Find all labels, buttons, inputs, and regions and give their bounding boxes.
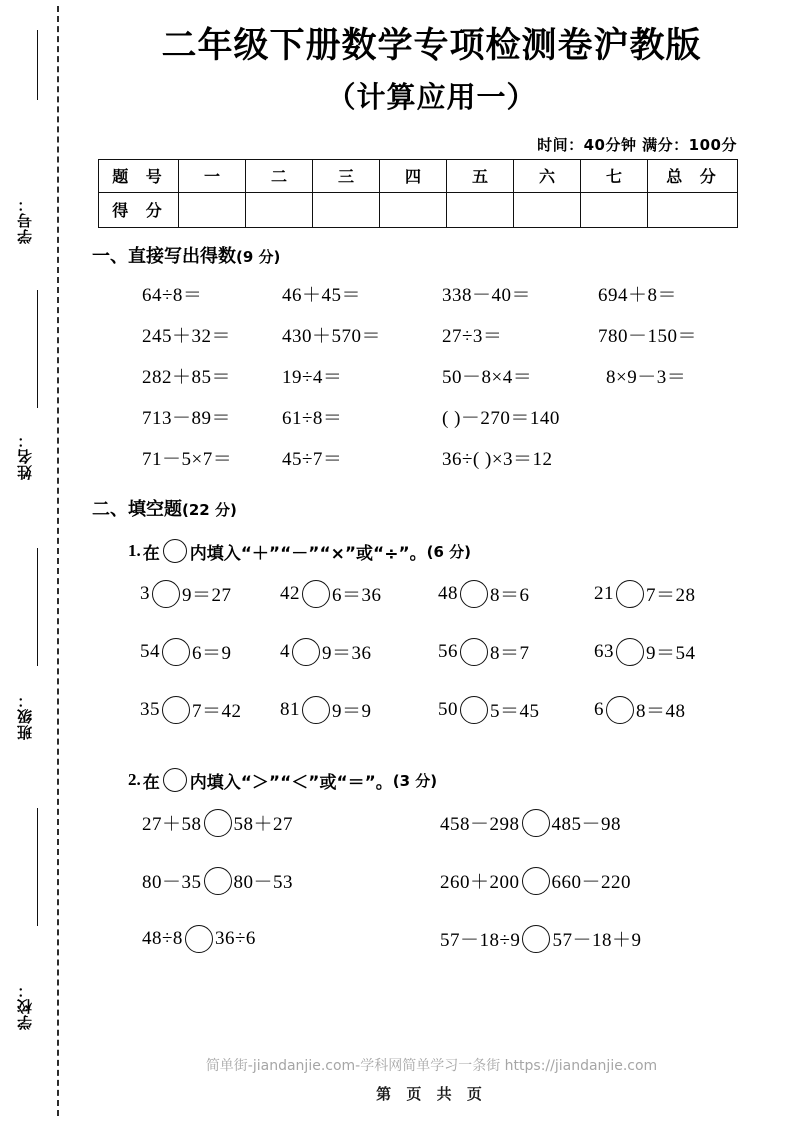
side-rule-4 — [37, 808, 38, 926]
calc-problem-fill-blank[interactable]: 36÷( )×3＝12 — [442, 448, 553, 470]
compare-equation[interactable] — [142, 867, 293, 895]
exam-meta-info: 时间：40分钟 满分：100分 — [537, 135, 737, 154]
eq-right: 80－53 — [233, 872, 294, 894]
section-2-q2-grid — [70, 809, 793, 983]
section-2-q1-grid — [70, 580, 793, 754]
eq-left: 21 — [594, 582, 614, 604]
calc-problem[interactable]: 694＋8＝ — [598, 284, 678, 306]
circle-eq-row-2 — [70, 638, 793, 696]
table-row-question-numbers — [99, 159, 738, 192]
eq-right: 58＋27 — [233, 814, 294, 836]
section-1-title: 一、直接写出得数 — [92, 245, 236, 267]
compare-equation[interactable] — [142, 925, 256, 953]
worksheet-body — [70, 0, 793, 1122]
answer-circle[interactable] — [204, 867, 232, 895]
eq-right: 7＝42 — [192, 701, 242, 723]
sidebar-label-school: 学校： — [16, 982, 34, 1030]
answer-circle[interactable] — [522, 867, 550, 895]
compare-equation[interactable] — [142, 809, 293, 837]
eq-left: 27＋58 — [142, 814, 202, 836]
answer-circle[interactable] — [616, 638, 644, 666]
score-cell-total[interactable] — [648, 192, 738, 227]
calc-problem[interactable]: 50－8×4＝ — [442, 366, 533, 388]
calc-problem[interactable]: 430＋570＝ — [282, 325, 382, 347]
score-table-col-4: 四 — [380, 159, 447, 192]
eq-right: 9＝27 — [182, 585, 232, 607]
eq-left: 56 — [438, 640, 458, 662]
score-table-label-score: 得 分 — [99, 192, 179, 227]
circle-eq-row-1 — [70, 580, 793, 638]
score-cell-6[interactable] — [514, 192, 581, 227]
page-number: 第 页 共 页 — [376, 1085, 487, 1103]
eq-left: 260＋200 — [440, 872, 520, 894]
eq-right: 6＝36 — [332, 585, 382, 607]
score-table-col-3: 三 — [313, 159, 380, 192]
compare-equation[interactable] — [440, 809, 621, 837]
score-table — [98, 159, 738, 228]
section-1-problem-grid — [70, 280, 793, 485]
circle-eq-row-3 — [70, 696, 793, 754]
calc-problem[interactable]: 713－89＝ — [142, 407, 232, 429]
eq-left: 50 — [438, 698, 458, 720]
dashed-fold-line — [57, 6, 59, 1116]
answer-circle[interactable] — [185, 925, 213, 953]
eq-left: 63 — [594, 640, 614, 662]
answer-circle[interactable] — [204, 809, 232, 837]
section-1-heading — [92, 242, 793, 268]
score-table-label-question: 题 号 — [99, 159, 179, 192]
sidebar-label-name: 姓名： — [16, 432, 34, 480]
circle-equation[interactable] — [280, 580, 382, 608]
score-cell-4[interactable] — [380, 192, 447, 227]
score-cell-2[interactable] — [246, 192, 313, 227]
calc-problem[interactable]: 46＋45＝ — [282, 284, 362, 306]
circle-equation[interactable] — [594, 580, 696, 608]
page-footer — [70, 1055, 793, 1104]
circle-equation[interactable] — [140, 638, 232, 666]
calc-row-3 — [70, 362, 793, 403]
side-rule-3 — [37, 548, 38, 666]
eq-right: 5＝45 — [490, 701, 540, 723]
section-2-heading — [92, 495, 793, 521]
section-2-title: 二、填空题 — [92, 498, 182, 520]
calc-problem[interactable]: 27÷3＝ — [442, 325, 503, 347]
eq-right: 9＝36 — [322, 643, 372, 665]
section-1-points: (9 分) — [236, 247, 281, 266]
eq-right: 660－220 — [551, 872, 632, 894]
eq-left: 35 — [140, 698, 160, 720]
calc-problem[interactable]: 64÷8＝ — [142, 284, 203, 306]
answer-circle[interactable] — [162, 696, 190, 724]
calc-problem[interactable]: 282＋85＝ — [142, 366, 232, 388]
sidebar-label-student-id: 学号： — [16, 196, 34, 244]
calc-row-4 — [70, 403, 793, 444]
calc-row-1 — [70, 280, 793, 321]
answer-circle[interactable] — [302, 580, 330, 608]
sidebar-label-class: 班级： — [16, 692, 34, 740]
left-margin-strip — [0, 0, 70, 1122]
page-title: 二年级下册数学专项检测卷沪教版 — [161, 26, 702, 66]
watermark-text: 简单街-jiandanjie.com-学科网简单学习一条街 https://jiandanjie.com — [205, 1058, 658, 1074]
section-2-points: (22 分) — [182, 500, 237, 519]
calc-row-5 — [70, 444, 793, 485]
score-table-col-5: 五 — [447, 159, 514, 192]
calc-problem[interactable]: 19÷4＝ — [282, 366, 343, 388]
question-prefix: 在 — [142, 772, 160, 793]
score-table-col-7: 七 — [581, 159, 648, 192]
compare-eq-row-3 — [70, 925, 793, 983]
answer-circle[interactable] — [606, 696, 634, 724]
answer-circle[interactable] — [162, 638, 190, 666]
score-cell-1[interactable] — [179, 192, 246, 227]
question-suffix: 内填入“＋”“－”“×”或“÷”。 — [189, 543, 427, 564]
compare-eq-row-1 — [70, 809, 793, 867]
side-rule-1 — [37, 30, 38, 100]
eq-left: 48÷8 — [142, 927, 183, 949]
answer-circle[interactable] — [460, 638, 488, 666]
circle-equation[interactable] — [594, 638, 696, 666]
eq-left: 3 — [140, 582, 150, 604]
answer-circle[interactable] — [616, 580, 644, 608]
circle-equation[interactable] — [280, 638, 372, 666]
eq-right: 8＝7 — [490, 643, 530, 665]
question-points: (6 分) — [426, 542, 471, 561]
score-cell-5[interactable] — [447, 192, 514, 227]
answer-circle[interactable] — [522, 925, 550, 953]
calc-row-2 — [70, 321, 793, 362]
question-number: 2. — [128, 770, 141, 790]
answer-circle[interactable] — [460, 580, 488, 608]
circle-equation[interactable] — [280, 696, 372, 724]
answer-circle[interactable] — [522, 809, 550, 837]
calc-problem-fill-blank[interactable]: ( )－270＝140 — [442, 407, 560, 429]
calc-problem[interactable]: 245＋32＝ — [142, 325, 232, 347]
compare-eq-row-2 — [70, 867, 793, 925]
eq-left: 4 — [280, 640, 290, 662]
circle-equation[interactable] — [438, 696, 540, 724]
circle-placeholder-icon — [163, 768, 187, 792]
eq-right: 36÷6 — [214, 927, 256, 949]
eq-left: 6 — [594, 698, 604, 720]
answer-circle[interactable] — [302, 696, 330, 724]
eq-right: 8＝6 — [490, 585, 530, 607]
score-table-col-1: 一 — [179, 159, 246, 192]
eq-right: 6＝9 — [192, 643, 232, 665]
calc-problem[interactable]: 780－150＝ — [598, 325, 698, 347]
score-cell-3[interactable] — [313, 192, 380, 227]
score-table-col-6: 六 — [514, 159, 581, 192]
calc-problem[interactable]: 338－40＝ — [442, 284, 532, 306]
score-cell-7[interactable] — [581, 192, 648, 227]
eq-left: 458－298 — [440, 814, 520, 836]
eq-right: 9＝54 — [646, 643, 696, 665]
page-subtitle: （计算应用一） — [326, 79, 537, 114]
eq-left: 42 — [280, 582, 300, 604]
calc-problem[interactable]: 71－5×7＝ — [142, 448, 233, 470]
calc-problem[interactable]: 8×9－3＝ — [606, 366, 687, 388]
section-2-question-2-prompt — [128, 768, 793, 793]
circle-equation[interactable] — [438, 638, 530, 666]
circle-equation[interactable] — [594, 696, 686, 724]
question-points: (3 分) — [392, 771, 438, 790]
eq-left: 48 — [438, 582, 458, 604]
answer-circle[interactable] — [460, 696, 488, 724]
eq-right: 485－98 — [551, 814, 622, 836]
score-table-col-total: 总 分 — [648, 159, 738, 192]
compare-equation[interactable] — [440, 867, 631, 895]
side-rule-2 — [37, 290, 38, 408]
section-2-question-1-prompt — [128, 539, 793, 564]
eq-right: 9＝9 — [332, 701, 372, 723]
calc-problem[interactable]: 45÷7＝ — [282, 448, 343, 470]
compare-equation[interactable] — [440, 925, 641, 953]
eq-left: 57－18÷9 — [440, 930, 521, 952]
circle-placeholder-icon — [163, 539, 187, 563]
question-number: 1. — [128, 541, 141, 561]
question-suffix: 内填入“＞”“＜”或“＝”。 — [189, 772, 393, 793]
answer-circle[interactable] — [292, 638, 320, 666]
circle-equation[interactable] — [140, 580, 232, 608]
question-prefix: 在 — [142, 543, 160, 564]
eq-left: 81 — [280, 698, 300, 720]
eq-right: 7＝28 — [646, 585, 696, 607]
answer-circle[interactable] — [152, 580, 180, 608]
table-row-scores — [99, 192, 738, 227]
calc-problem[interactable]: 61÷8＝ — [282, 407, 343, 429]
eq-left: 80－35 — [142, 872, 202, 894]
eq-right: 57－18＋9 — [552, 930, 642, 952]
eq-right: 8＝48 — [636, 701, 686, 723]
eq-left: 54 — [140, 640, 160, 662]
score-table-col-2: 二 — [246, 159, 313, 192]
circle-equation[interactable] — [140, 696, 242, 724]
circle-equation[interactable] — [438, 580, 530, 608]
